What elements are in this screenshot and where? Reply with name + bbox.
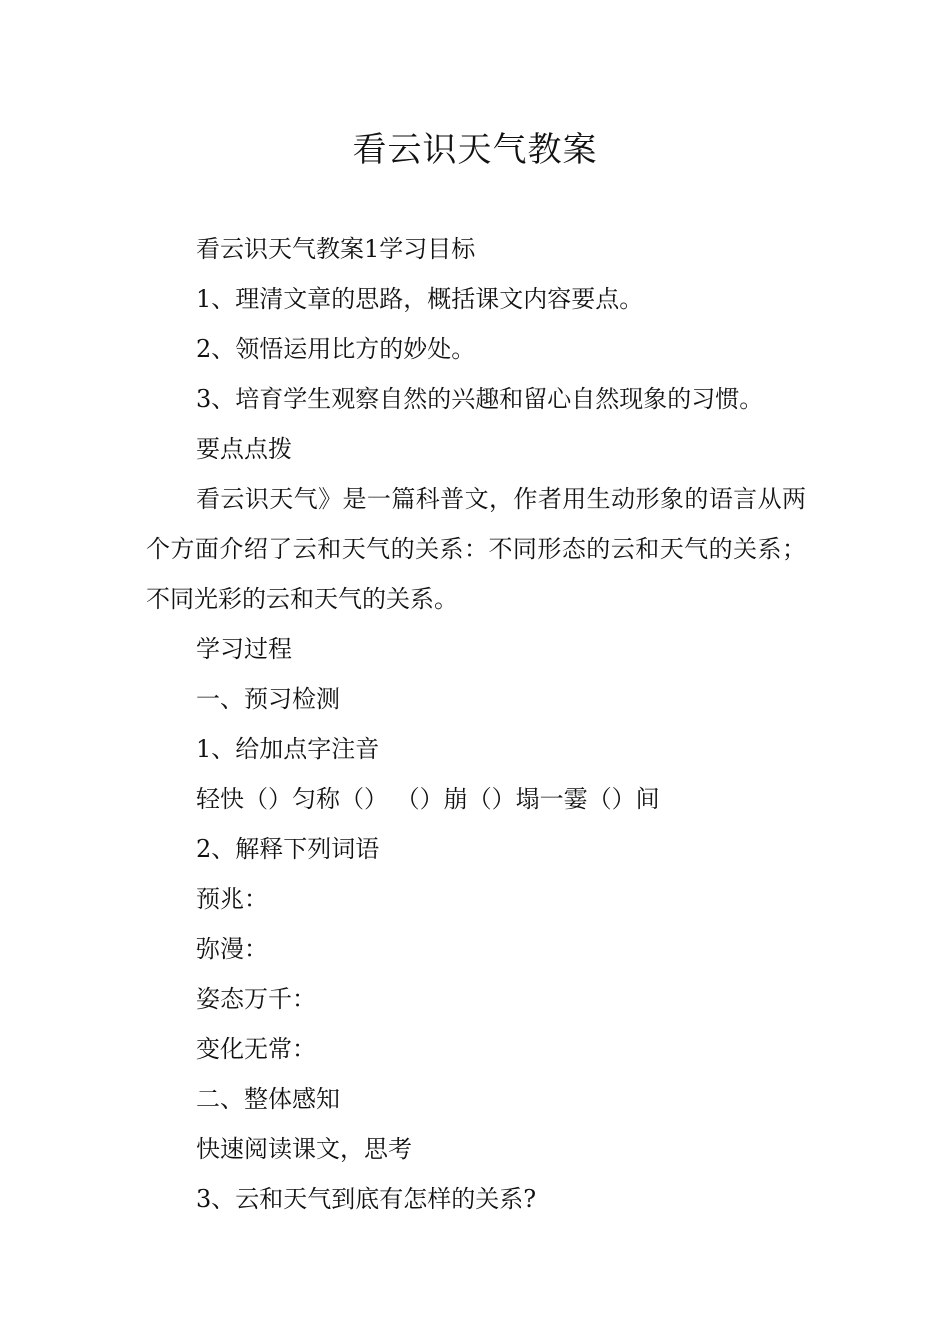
paragraph-goal-2: 2、领悟运用比方的妙处。 bbox=[196, 335, 476, 363]
paragraph-pinyin-task: 1、给加点字注音 bbox=[196, 735, 380, 763]
paragraph-pinyin-words: 轻快（）匀称（） （）崩（）塌一霎（）间 bbox=[196, 785, 660, 813]
paragraph-overall-perception: 二、整体感知 bbox=[196, 1085, 340, 1113]
paragraph-quick-read: 快速阅读课文，思考 bbox=[196, 1135, 412, 1163]
paragraph-process-heading: 学习过程 bbox=[196, 635, 292, 663]
paragraph-term-miman: 弥漫： bbox=[196, 935, 268, 963]
paragraph-question-3: 3、云和天气到底有怎样的关系? bbox=[196, 1185, 537, 1213]
paragraph-preview-check: 一、预习检测 bbox=[196, 685, 340, 713]
paragraph-goal-1: 1、理清文章的思路，概括课文内容要点。 bbox=[196, 285, 644, 313]
paragraph-key-points-body: 看云识天气》是一篇科普文，作者用生动形象的语言从两个方面介绍了云和天气的关系：不同形态的云和天气的关系；不同光彩的云和天气的关系。 bbox=[146, 485, 806, 613]
document-body bbox=[146, 224, 806, 1224]
paragraph-term-yuzhao: 预兆： bbox=[196, 885, 268, 913]
paragraph-learning-goals-heading: 看云识天气教案1学习目标 bbox=[196, 235, 476, 263]
paragraph-term-zitai: 姿态万千： bbox=[196, 985, 316, 1013]
paragraph-goal-3: 3、培育学生观察自然的兴趣和留心自然现象的习惯。 bbox=[196, 385, 764, 413]
paragraph-explain-task: 2、解释下列词语 bbox=[196, 835, 380, 863]
paragraph-term-bianhua: 变化无常： bbox=[196, 1035, 316, 1063]
document-title: 看云识天气教案 bbox=[352, 130, 598, 170]
paragraph-key-points-heading: 要点点拨 bbox=[196, 435, 292, 463]
